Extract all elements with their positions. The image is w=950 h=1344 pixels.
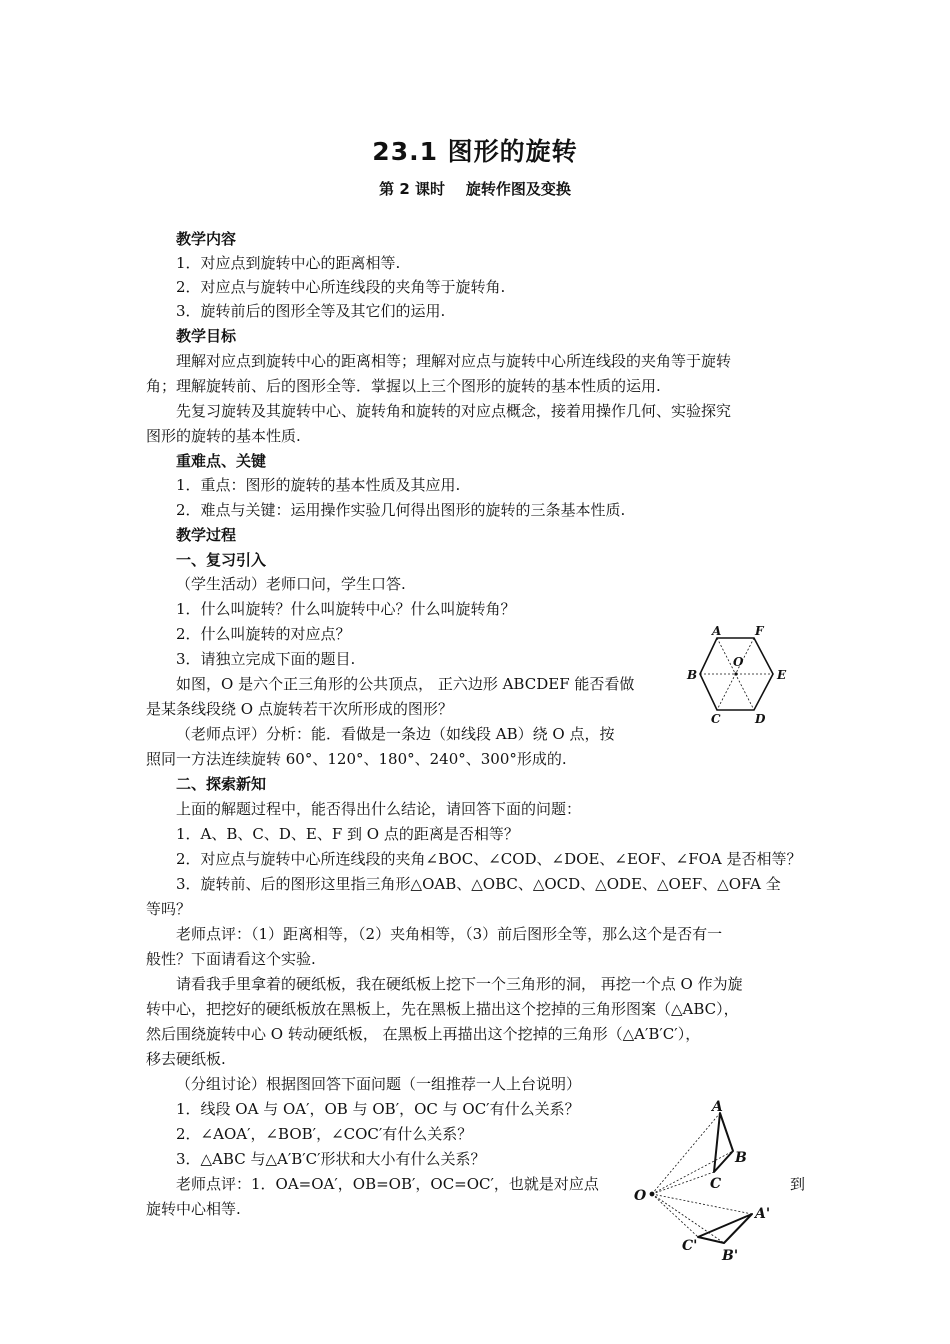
text-line: 老师点评：1．OA=OA′，OB=OB′，OC=OC′，也就是对应点	[176, 1175, 599, 1193]
text-line: 然后围绕旋转中心 O 转动硬纸板， 在黑板上再描出这个挖掉的三角形（△A′B′C′），	[146, 1025, 701, 1043]
rotation-label: B	[735, 1150, 747, 1166]
heading-teaching-process: 教学过程	[176, 526, 237, 544]
heading-review: 一、复习引入	[176, 551, 267, 569]
heading-teaching-goals: 教学目标	[176, 327, 237, 345]
rotation-label: C'	[682, 1238, 698, 1254]
hexagon-label: C	[711, 712, 721, 726]
hexagon-label: F	[755, 624, 764, 638]
text-line: 上面的解题过程中，能否得出什么结论，请回答下面的问题：	[176, 800, 582, 818]
text-line: 3．旋转前后的图形全等及其它们的运用.	[176, 302, 446, 320]
text-line: 请看我手里拿着的硬纸板，我在硬纸板上挖下一个三角形的洞， 再挖一个点 O 作为旋	[176, 975, 743, 993]
text-line: 2．对应点与旋转中心所连线段的夹角等于旋转角.	[176, 278, 506, 296]
text-line: 3．△ABC 与△A′B′C′形状和大小有什么关系？	[176, 1150, 486, 1168]
text-line: 3．请独立完成下面的题目.	[176, 650, 356, 668]
text-line: 2．难点与关键：运用操作实验几何得出图形的旋转的三条基本性质.	[176, 501, 626, 519]
text-line: 如图，O 是六个正三角形的公共顶点， 正六边形 ABCDEF 能否看做	[176, 675, 635, 693]
text-line: 1．A、B、C、D、E、F 到 O 点的距离是否相等？	[176, 825, 519, 843]
heading-teaching-content: 教学内容	[176, 230, 237, 248]
hexagon-label: A	[712, 624, 722, 638]
text-line: 1．重点：图形的旋转的基本性质及其应用.	[176, 476, 461, 494]
text-line: 照同一方法连续旋转 60°、120°、180°、240°、300°形成的.	[146, 750, 567, 768]
rotation-label: O	[634, 1188, 647, 1204]
text-line: 1．对应点到旋转中心的距离相等.	[176, 254, 401, 272]
heading-key-points: 重难点、关键	[176, 452, 267, 470]
text-line: （老师点评）分析：能．看做是一条边（如线段 AB）绕 O 点，按	[176, 725, 615, 743]
text-line: （分组讨论）根据图回答下面问题（一组推荐一人上台说明）	[176, 1075, 582, 1093]
hexagon-label: D	[755, 712, 766, 726]
text-line: 角；理解旋转前、后的图形全等．掌握以上三个图形的旋转的基本性质的运用.	[146, 377, 661, 395]
hexagon-label: E	[777, 668, 787, 682]
text-line: 2．对应点与旋转中心所连线段的夹角∠BOC、∠COD、∠DOE、∠EOF、∠FOA 是否相等？	[176, 850, 802, 868]
text-line: 图形的旋转的基本性质.	[146, 427, 301, 445]
page-title: 23.1 图形的旋转	[372, 137, 578, 166]
text-line: 转中心，把挖好的硬纸板放在黑板上，先在黑板上描出这个挖掉的三角形图案（△ABC），	[146, 1000, 739, 1018]
rotation-label: B'	[722, 1248, 739, 1264]
rotation-figure	[628, 1096, 778, 1266]
text-line: 旋转中心相等.	[146, 1200, 241, 1218]
rotation-label: A	[712, 1099, 723, 1115]
heading-explore: 二、探索新知	[176, 775, 267, 793]
text-line: （学生活动）老师口问，学生口答.	[176, 575, 406, 593]
text-line: 1．什么叫旋转？什么叫旋转中心？什么叫旋转角？	[176, 600, 516, 618]
text-line: 是某条线段绕 O 点旋转若干次所形成的图形？	[146, 700, 453, 718]
hexagon-label: O	[733, 655, 744, 669]
hexagon-label: B	[687, 668, 698, 682]
text-line: 老师点评：（1）距离相等，（2）夹角相等，（3）前后图形全等，那么这个是否有一	[176, 925, 723, 943]
text-line: 2．什么叫旋转的对应点？	[176, 625, 351, 643]
text-line: 3．旋转前、后的图形这里指三角形△OAB、△OBC、△OCD、△ODE、△OEF、△OFA 全	[176, 875, 781, 893]
text-line: 移去硬纸板.	[146, 1050, 226, 1068]
text-line: 理解对应点到旋转中心的距离相等；理解对应点与旋转中心所连线段的夹角等于旋转	[176, 352, 732, 370]
rotation-label: A'	[755, 1206, 771, 1222]
text-line: 先复习旋转及其旋转中心、旋转角和旋转的对应点概念，接着用操作几何、实验探究	[176, 402, 732, 420]
hexagon-figure	[682, 622, 798, 726]
text-line: 般性？下面请看这个实验.	[146, 950, 316, 968]
text-line: 1．线段 OA 与 OA′，OB 与 OB′，OC 与 OC′有什么关系？	[176, 1100, 580, 1118]
text-line: 等吗？	[146, 900, 192, 918]
page-subtitle: 第 2 课时 旋转作图及变换	[379, 180, 571, 198]
rotation-label: C	[710, 1176, 722, 1192]
text-line: 到	[790, 1175, 806, 1193]
text-line: 2．∠AOA′，∠BOB′，∠COC′有什么关系？	[176, 1125, 473, 1143]
